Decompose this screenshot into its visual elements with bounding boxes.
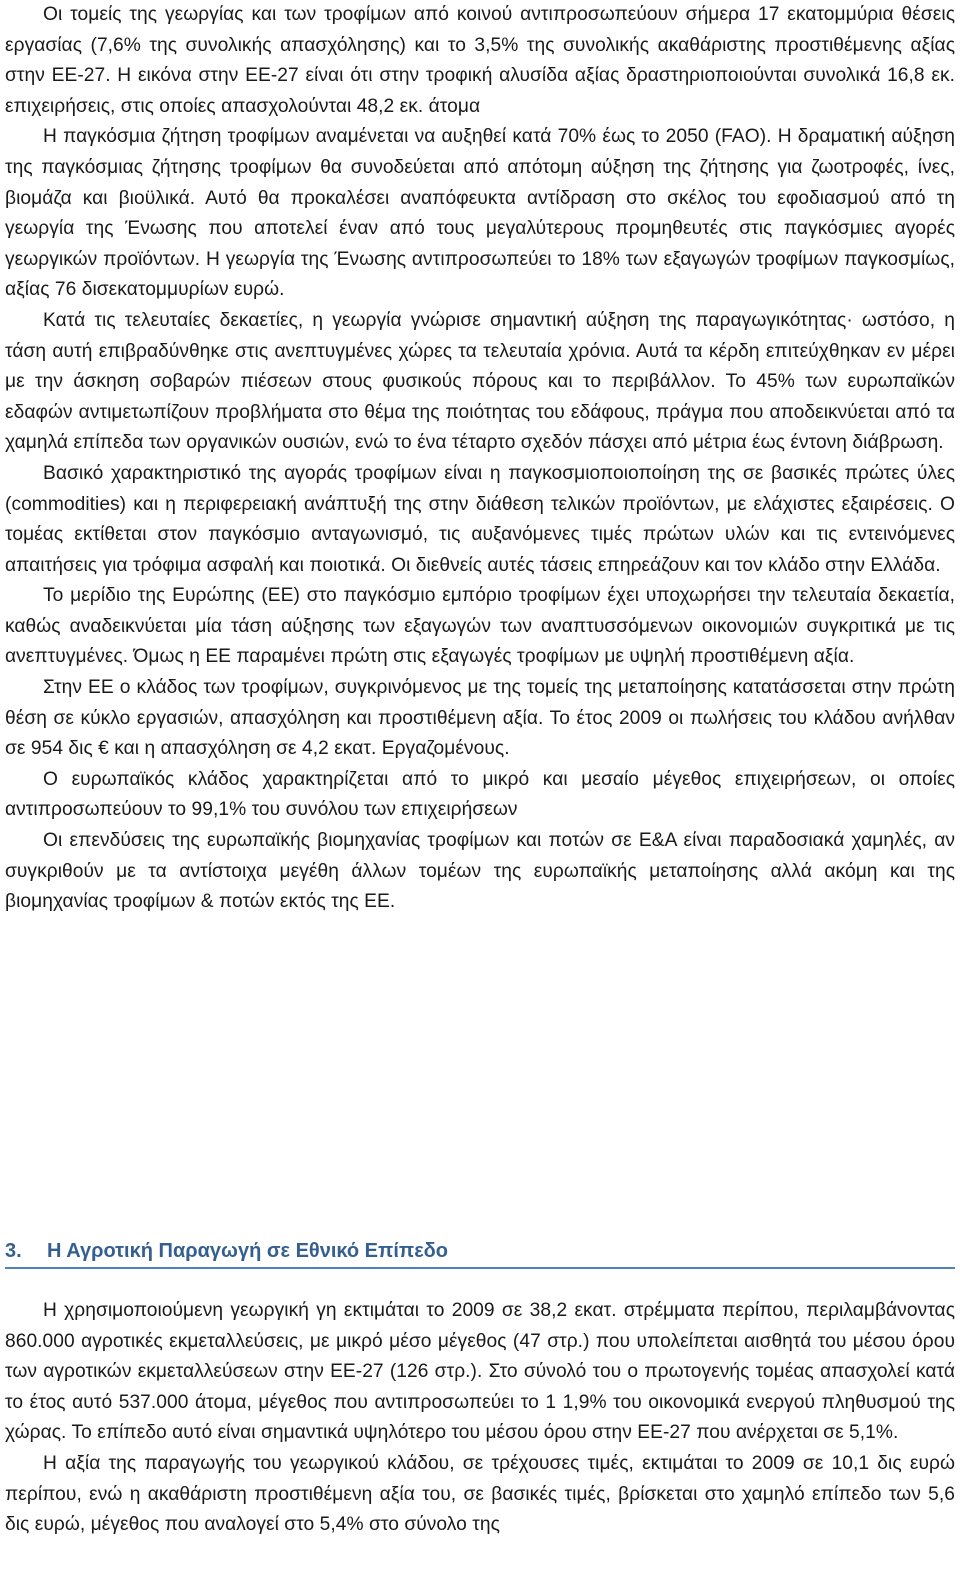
paragraph-agricultural-land: Η χρησιμοποιούμενη γεωργική γη εκτιμάται το 2009 σε 38,2 εκατ. στρέμματα περίπου, περιλαμβάνοντας 860.000 αγροτικές εκμεταλλεύσεις, με μικρό μέσο μέγεθος (47 στρ.) που υπολείπεται αισθητά του μέσου όρου των αγροτικών εκμεταλλεύσεων στην ΕΕ-27 (126 στρ.). Στο σύνολό του ο πρωτογενής τομέας απασχολεί κατά το έτος αυτό 537.000 άτομα, μέγεθος που αντιπροσωπεύει το 1 1,9% του οικονομικά ενεργού πληθυσμού της χώρας. Το επίπεδο αυτό είναι σημαντικά υψηλότερο του μέσου όρου στην ΕΕ-27 που ανέρχεται σε 5,1%. (5, 1300, 955, 1444)
paragraph-globalization: Βασικό χαρακτηριστικό της αγοράς τροφίμων είναι η παγκοσμιοποιοποίηση της σε βασικές πρώτες ύλες (commodities) και η περιφερειακή ανάπτυξή της στην διάθεση τελικών προϊόντων, με ελάχιστες εξαιρέσεις. Ο τομέας εκτίθεται στον παγκόσμιο ανταγωνισμό, τις αυξανόμενες τιμές πρώτων υλών και τις εντεινόμενες απαιτήσεις για τρόφιμα ασφαλή και ποιοτικά. Οι διεθνείς αυτές τάσεις επηρεάζουν και τον κλάδο στην Ελλάδα. (5, 462, 955, 576)
paragraph-rd-investment: Οι επενδύσεις της ευρωπαϊκής βιομηχανίας τροφίμων και ποτών σε Ε&Α είναι παραδοσιακά χαμηλές, αν συγκριθούν με τα αντίστοιχα μεγέθη άλλων τομέων της ευρωπαϊκής μεταποίησης αλλά ακόμη και της βιομηχανίας τροφίμων & ποτών εκτός της ΕΕ. (5, 830, 955, 913)
section-heading (5, 1236, 448, 1266)
paragraph-eu-trade-share: Το μερίδιο της Ευρώπης (ΕΕ) στο παγκόσμιο εμπόριο τροφίμων έχει υποχωρήσει την τελευταία δεκαετία, καθώς αναδεικνύεται μία τάση αύξησης των εξαγωγών των αναπτυσσόμενων οικονομιών συγκριτικά με τις ανεπτυγμένες. Όμως η ΕΕ παραμένει πρώτη στις εξαγωγές τροφίμων με υψηλή προστιθέμενη αξία. (5, 585, 955, 668)
paragraph-production-value: Η αξία της παραγωγής του γεωργικού κλάδου, σε τρέχουσες τιμές, εκτιμάται το 2009 σε 10,1 δις ευρώ περίπου, ενώ η ακαθάριστη προστιθέμενη αξία του, σε βασικές τιμές, βρίσκεται στο χαμηλό επίπεδο των 5,6 δις ευρώ, μέγεθος που αναλογεί στο 5,4% στο σύνολο της (5, 1452, 955, 1536)
paragraph-food-sector: Στην ΕΕ ο κλάδος των τροφίμων, συγκρινόμενος με της τομείς της μεταποίησης κατατάσσεται στην πρώτη θέση σε κύκλο εργασιών, απασχόληση και προστιθέμενη αξία. Το έτος 2009 οι πωλήσεις του κλάδου ανήλθαν σε 954 δις € και η απασχόληση σε 4,2 εκατ. Εργαζομένους. (5, 677, 955, 760)
text-block-top (5, 0, 955, 918)
paragraph-employment: Οι τομείς της γεωργίας και των τροφίμων από κοινού αντιπροσωπεύουν σήμερα 17 εκατομμύρια θέσεις εργασίας (7,6% της συνολικής απασχόλησης) και το 3,5% της συνολικής ακαθάριστης προστιθέμενης αξίας στην ΕΕ-27. Η εικόνα στην ΕΕ-27 είναι ότι στην τροφική αλυσίδα αξίας δραστηριοποιούνται συνολικά 16,8 εκ. επιχειρήσεις, στις οποίες απασχολούνται 48,2 εκ. άτομα (5, 4, 955, 117)
paragraph-sme: Ο ευρωπαϊκός κλάδος χαρακτηρίζεται από το μικρό και μεσαίο μέγεθος επιχειρήσεων, οι οποίες αντιπροσωπεύουν το 99,1% του συνόλου των επιχειρήσεων (5, 768, 955, 821)
section-number: 3. (5, 1240, 22, 1262)
section-divider (5, 1267, 955, 1269)
paragraph-global-demand: Η παγκόσμια ζήτηση τροφίμων αναμένεται να αυξηθεί κατά 70% έως το 2050 (FAO). Η δραματική αύξηση της παγκόσμιας ζήτησης τροφίμων θα συνοδεύεται από απότομη αύξηση της ζήτησης για ζωοτροφές, ίνες, βιομάζα και βιοϋλικά. Αυτό θα προκαλέσει αναπόφευκτα αντίδραση στο σκέλος του εφοδιασμού από τη γεωργία της Ένωσης που αποτελεί έναν από τους μεγαλύτερους προμηθευτές στις παγκόσμιες αγορές γεωργικών προϊόντων. Η γεωργία της Ένωσης αντιπροσωπεύει το 18% των εξαγωγών τροφίμων παγκοσμίως, αξίας 76 δισεκατομμυρίων ευρώ. (5, 126, 955, 301)
section-title: Η Αγροτική Παραγωγή σε Εθνικό Επίπεδο (47, 1240, 449, 1262)
text-block-bottom (5, 1296, 955, 1541)
paragraph-productivity: Κατά τις τελευταίες δεκαετίες, η γεωργία γνώρισε σημαντική αύξηση της παραγωγικότητας· ωστόσο, η τάση αυτή επιβραδύνθηκε στις ανεπτυγμένες χώρες τα τελευταία χρόνια. Αυτά τα κέρδη επιτεύχθηκαν εν μέρει με την άσκηση σοβαρών πιέσεων στους φυσικούς πόρους και το περιβάλλον. Το 45% των ευρωπαϊκών εδαφών αντιμετωπίζουν προβλήματα στο θέμα της ποιότητας του εδάφους, πράγμα που αποδεικνύεται από τα χαμηλά επίπεδα των οργανικών ουσιών, ενώ το ένα τέταρτο σχεδόν πάσχει από μέτρια έως έντονη διάβρωση. (5, 309, 955, 454)
